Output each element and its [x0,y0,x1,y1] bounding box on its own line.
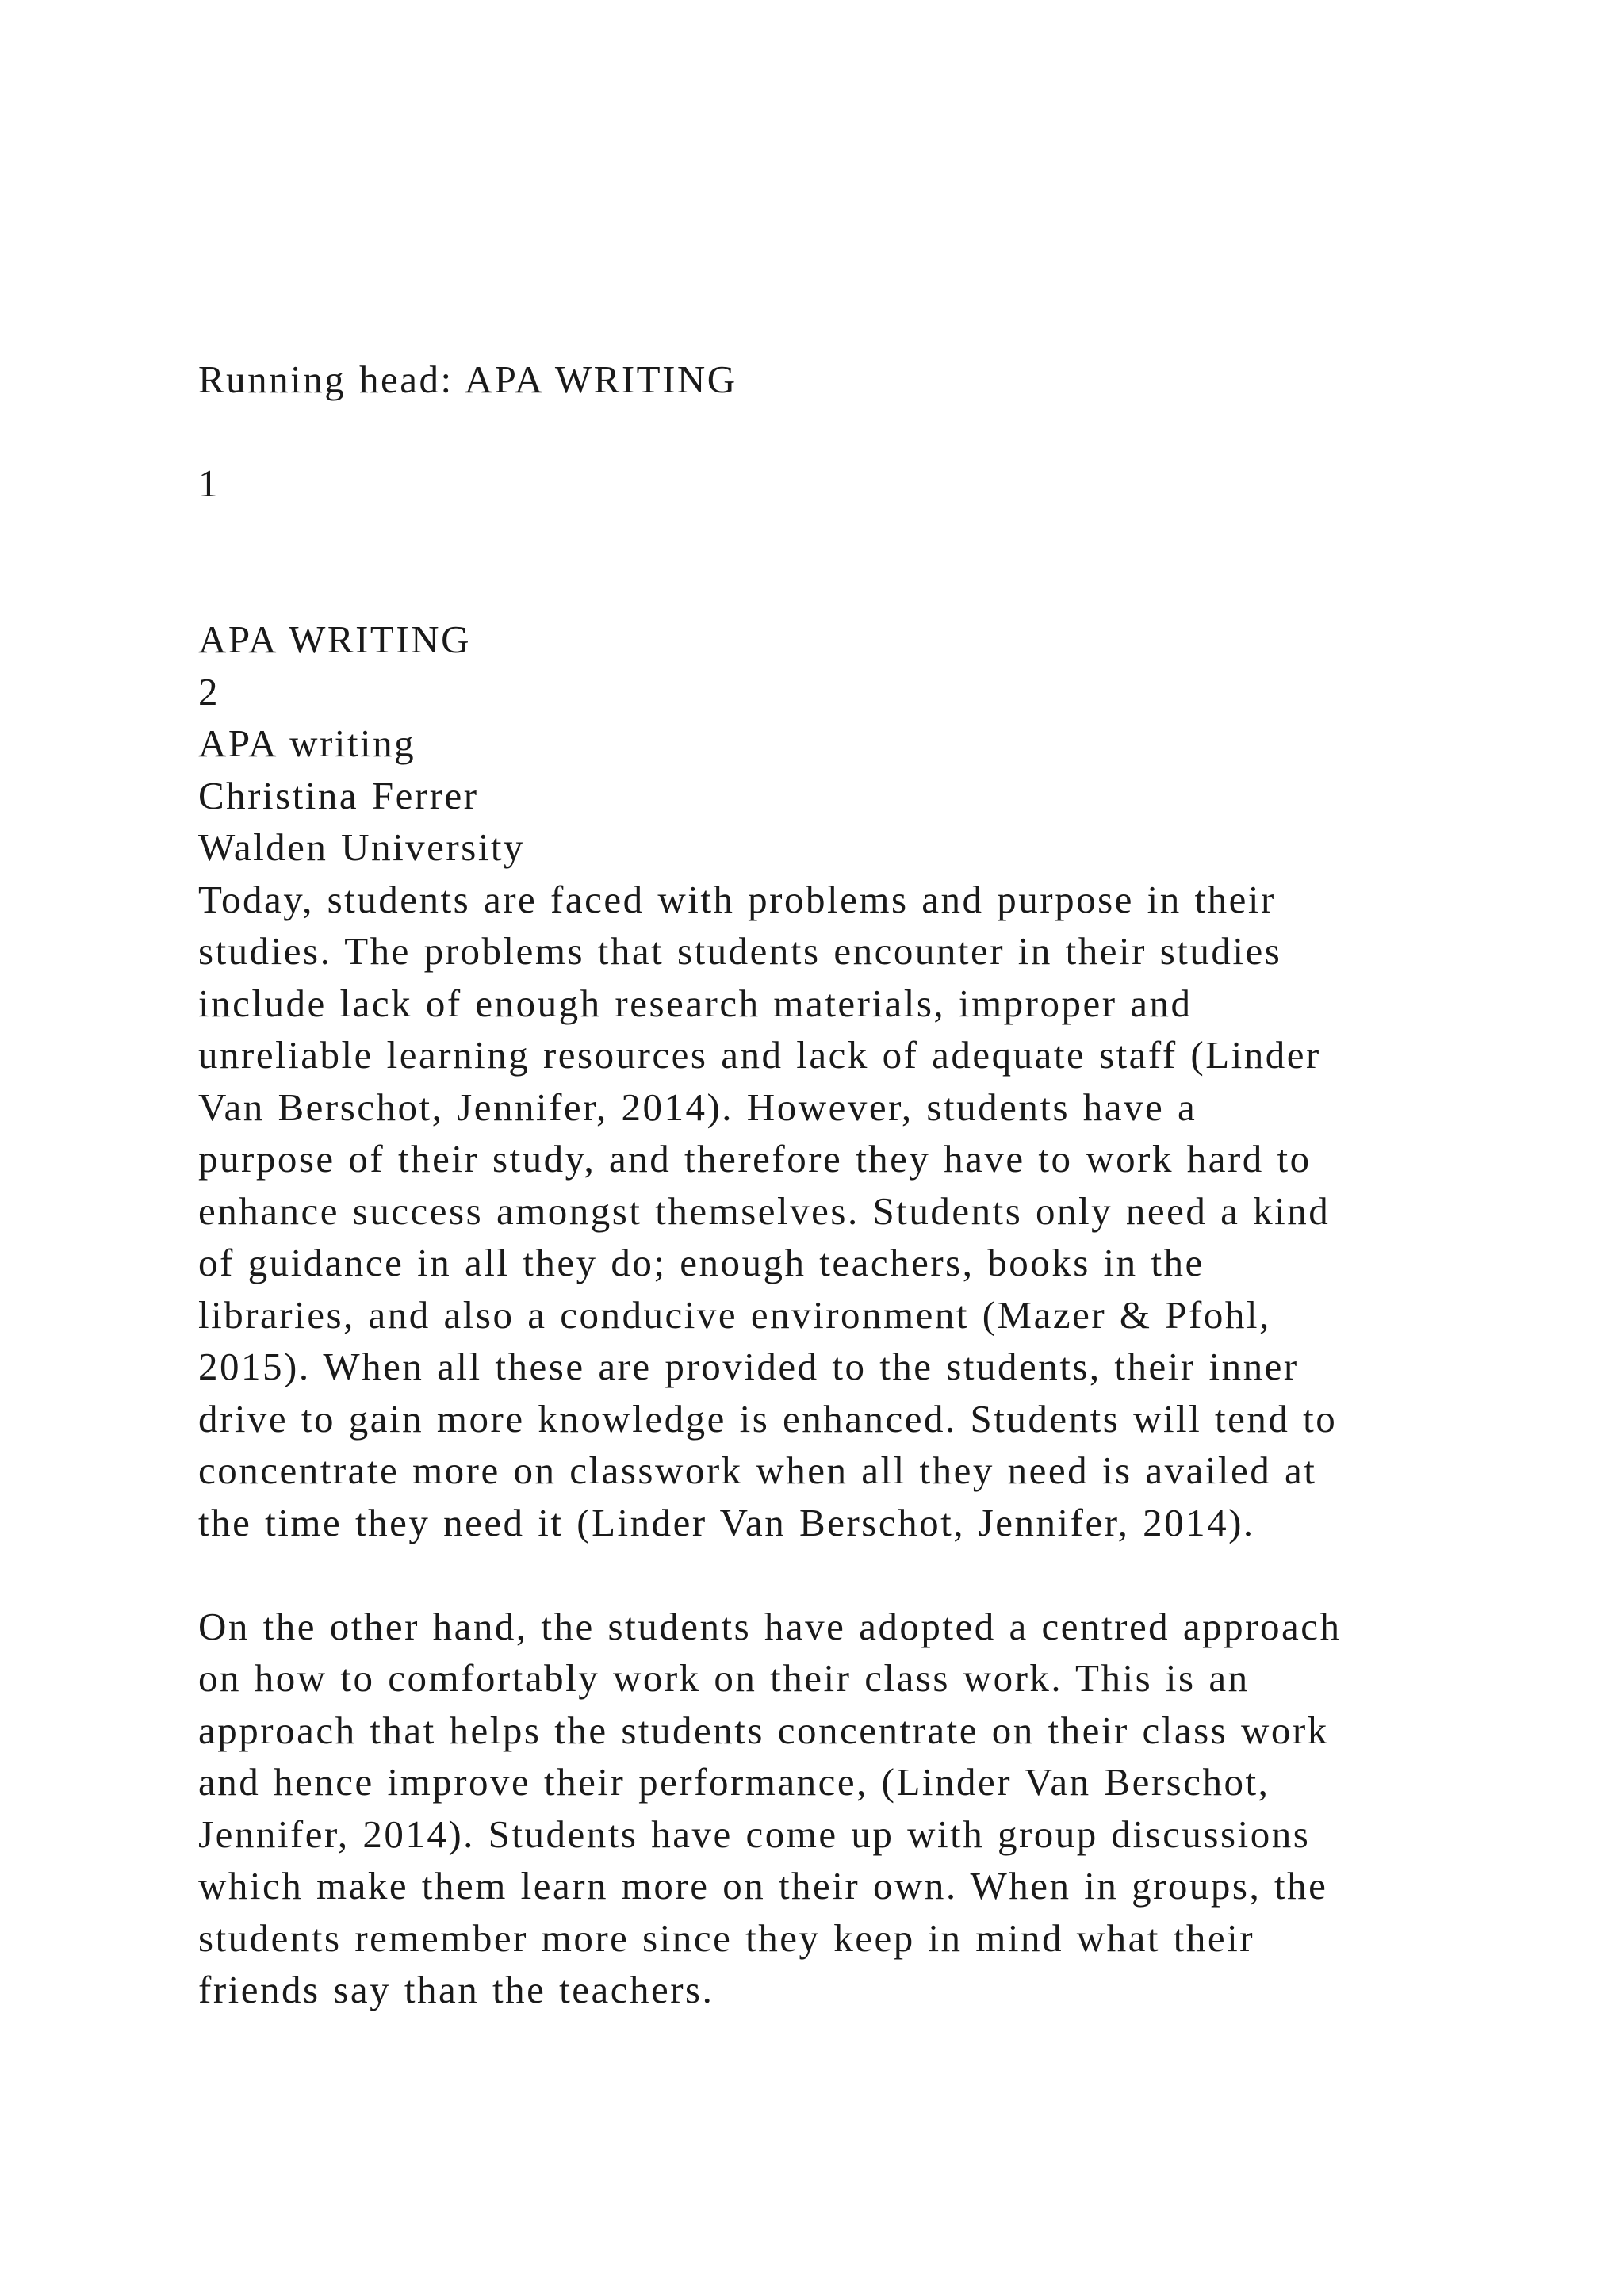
paragraph-line: studies. The problems that students encounter in their studies [198,929,1282,973]
page-number-1: 1 [198,461,220,505]
paragraph-line: friends say than the teachers. [198,1968,714,2011]
page-number-2: 2 [198,669,220,714]
paragraph-2 [198,1601,1546,2016]
paragraph-line: concentrate more on classwork when all they need is availed at [198,1448,1317,1492]
author-name: Christina Ferrer [198,773,479,817]
second-page-block [198,614,1546,2016]
paragraph-line: Today, students are faced with problems and purpose in their [198,877,1276,921]
paragraph-line: approach that helps the students concentrate on their class work [198,1708,1329,1752]
paragraph-1 [198,874,1546,1549]
paragraph-line: include lack of enough research materials, improper and [198,981,1193,1025]
paragraph-line: of guidance in all they do; enough teachers, books in the [198,1241,1205,1284]
paragraph-line: Van Berschot, Jennifer, 2014). However, students have a [198,1085,1197,1129]
paragraph-line: On the other hand, the students have adopted a centred approach [198,1604,1342,1648]
paragraph-line: libraries, and also a conducive environment (Mazer & Pfohl, [198,1292,1271,1337]
paragraph-line: the time they need it (Linder Van Berschot, Jennifer, 2014). [198,1500,1255,1544]
paragraph-line: 2015). When all these are provided to the students, their inner [198,1345,1299,1388]
paragraph-line: unreliable learning resources and lack of adequate staff (Linder [198,1033,1321,1077]
paragraph-line: on how to comfortably work on their class work. This is an [198,1656,1250,1700]
running-head: Running head: APA WRITING [198,358,737,401]
paragraph-line: drive to gain more knowledge is enhanced. Students will tend to [198,1396,1338,1441]
institution-name: Walden University [198,825,526,869]
paragraph-line: Jennifer, 2014). Students have come up with group discussions [198,1812,1311,1856]
paragraph-line: students remember more since they keep in mind what their [198,1915,1255,1960]
paragraph-line: enhance success amongst themselves. Students only need a kind [198,1188,1331,1233]
paragraph-line: which make them learn more on their own. When in groups, the [198,1864,1328,1908]
paragraph-line: and hence improve their performance, (Linder Van Berschot, [198,1760,1270,1804]
short-title-header: APA WRITING [198,618,471,661]
paper-title: APA writing [198,721,416,765]
paragraph-line: purpose of their study, and therefore they have to work hard to [198,1137,1312,1181]
header-block [198,354,1546,510]
